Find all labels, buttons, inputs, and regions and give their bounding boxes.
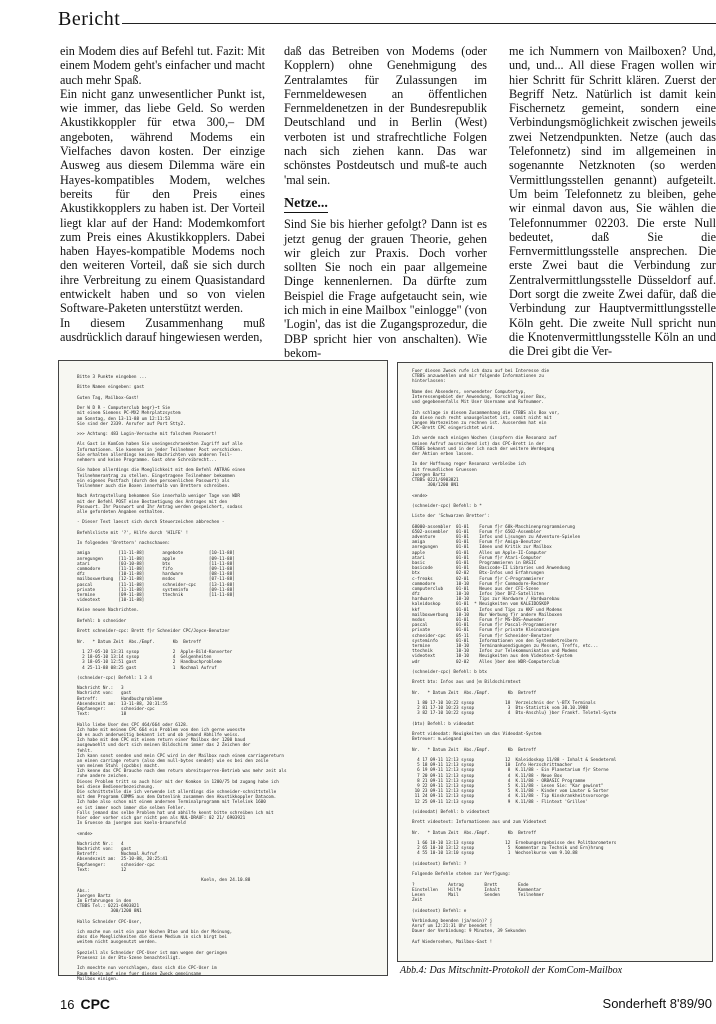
terminal-line: (videodat) Befehl: b videotext xyxy=(412,809,490,815)
terminal-line: videotext [10-11-88] xyxy=(77,598,145,604)
terminal-line: an einen carriage return (also dem null-bytes sendet) wie es bei den zeile xyxy=(77,758,269,764)
terminal-line: 1 66 10-10 13:13 sysop 12 Ernebungsergebnisse des Politbarometers xyxy=(412,841,617,847)
terminal-line: Brett schneider-cpc: Brett f}r Schneider CPC/Joyce-Benutzer xyxy=(77,629,230,635)
terminal-line: Befehlsliste mit '?', Hilfe durch 'HILFE' ! xyxy=(77,530,189,536)
terminal-line: Raum Koeln auf eine fuer diesen Zweck gemeinsame xyxy=(77,971,202,977)
terminal-line: (btx) Befehl: b videodat xyxy=(412,721,475,727)
terminal-line: Nr. * Datum Zeit Abs./Empf. Kb Betreff xyxy=(77,639,202,645)
terminal-line: 2 81 17-10 10:23 sysop 3 Btx-Statistik vom 30.10.1988 xyxy=(412,706,588,712)
terminal-line: Ich habe mit dem CPC mit einem return einer Mailbox der 1200 baud xyxy=(77,738,246,744)
terminal-line: mit freundlichen Gruessen xyxy=(412,467,477,473)
terminal-line: Fuer diesen Zweck rufe ich dazu auf bei Interesse die xyxy=(412,369,550,374)
terminal-line: hinterlassen: xyxy=(412,379,446,385)
terminal-line: 10 23 09-11 12:13 sysop 5 K.11/88 - Kinder vom Lauter & Sorter xyxy=(412,789,609,795)
issue-label: Sonderheft 8'89/90 xyxy=(602,996,712,1011)
terminal-line: Juergen Bartz xyxy=(412,472,446,478)
terminal-line: Auf Wiedersehen, Mailbox-Gast ! xyxy=(412,939,493,945)
terminal-line: commodore 10-10 Forum f}r Commodore-Rechner xyxy=(412,581,550,587)
text-column-2 xyxy=(284,44,487,360)
terminal-line: Nach Antragstellung bekommen Sie innerhalb weniger Tage von WDR xyxy=(77,494,240,500)
terminal-line: termine 10-10 Terminankuendigungen zu Messen, Treffs, etc... xyxy=(412,643,599,649)
terminal-line: CTBBS bekannt und in der ich nach der weitere Werdegang xyxy=(412,446,555,452)
terminal-line: hier oder vorher sich gar nicht pen als NUL-DRAUF: 02 21/ 6903921 xyxy=(77,815,246,821)
terminal-line: Teilnehmer auch die Boxen innerhalb von Brettern schreiben. xyxy=(77,483,230,489)
terminal-line: Sie haben allerdings die Moeglichkeit mit dem Befehl ANTRAG einen xyxy=(77,468,246,474)
terminal-screenshot-left xyxy=(58,360,388,982)
terminal-line: Betreff: Handbuchprobleme xyxy=(77,696,163,702)
terminal-line: Im Erfahrungen in den xyxy=(77,898,132,904)
terminal-line: Befehl: b schneider xyxy=(77,618,127,624)
terminal-line: nehmern und keine Programme. Gast ohne Schreibrecht... xyxy=(77,458,217,463)
terminal-line: 3 82 17-10 10:22 sysop 4 Btx-Anschlu} }ber Frankf. Teletel-Syste xyxy=(412,711,617,717)
terminal-line: Praesenz in der Btx-Szene benachteiligt. xyxy=(77,956,181,961)
terminal-line: (videotext) Befehl: ? xyxy=(412,861,467,867)
terminal-line: In der Hoffnung reger Resonanz verbleibe ich xyxy=(412,462,526,468)
terminal-line: Dieses Problem tritt so auch hier mit der Komkon in 1200/75 bd zugang habe ich xyxy=(77,779,279,785)
terminal-line: Teilnehmerantrag zu stellen. Eingetragene Teilnehmer bekommen xyxy=(77,473,235,479)
terminal-line: 6 19 09-11 12:13 sysop 8 K.11/88 - Ein Planetarium f}r Sterne xyxy=(412,768,609,774)
terminal-line: Passwort. Ihr Passwort und Ihr Antrag werden gespeichert, sodass xyxy=(77,504,243,510)
terminal-line: Brett btx: Infos aus und }m Bildschirmtext xyxy=(412,680,521,686)
terminal-line: Brett videotext: Informationen aus und zum Videotext xyxy=(412,820,547,826)
terminal-line: Juergen Bartz xyxy=(77,893,111,899)
terminal-line: Nachricht von: gast xyxy=(77,691,132,697)
paragraph: daß das Betreiben von Modems (oder Kopplern) ohne Genehmigung des Zentralamtes für Zulassungen im Fernmeldewesen an öffentlichen Fernmeldenetzen in der Bundesrepublik Deutschland und in Berlin (West) verboten ist und strafrechtliche Folgen nach sich ziehen kann. Das war schönstes Postdeutsch und muß-te auch 'mal sein. xyxy=(284,44,487,187)
terminal-line: c-freaks 02-01 Forum f}r C-Programmierer xyxy=(412,576,544,582)
terminal-line: kaleidoskop 01-01 * Neuigkeiten vom KALEIDOSKOP xyxy=(412,602,550,608)
terminal-line: da diese noch recht unausgelastet ist, somit nicht mit xyxy=(412,415,552,421)
paragraph: Ein nicht ganz unwesentlicher Punkt ist, wie immer, das liebe Geld. So werden Akustikkoppler für etwa 300,– DM angeboten, während Modems ein Vielfaches davon kosten. Der einzige Ausweg aus diesem Dilemma wäre ein Hayes-kompatibles Modem, welches bereits für den Preis eines Akustikkopplers zu haben ist. Der Vorteil liegt klar auf der Hand: Modemkomfort zum Preis eines Akustikkopplers. Dabei haben Hayes-kompatible Modems noch den weiteren Vorteil, daß sie sich durch ihre Verbreitung zu einem Quasistandard entwickelt haben und so von vielen Software-Paketen unterstützt werden. xyxy=(60,86,265,316)
terminal-line: ausgewaehlt und dort sich meinen Bildschirm immer das 2 Zeichen der xyxy=(77,743,251,749)
terminal-line: 4 25-11-88 08:25 gast 1 Nochmal Aufruf xyxy=(77,665,217,671)
terminal-line: Speziell als Schneider CPC-User ist man wegen der geringen xyxy=(77,950,228,956)
terminal-line: Text: 12 xyxy=(77,867,127,873)
terminal-line: termine [09-11-88] ttechnik [11-11-88] xyxy=(77,592,235,598)
terminal-line: 300/1200 8N1 xyxy=(77,909,142,915)
terminal-line: Die schnittstelle die ich verwende ist allerdings die schneider-schnittstelle xyxy=(77,790,277,795)
terminal-line: videotext 10-10 Neuigkeiten aus dem Videotext-System xyxy=(412,654,573,660)
terminal-line: Name des Absenders, verwendeter Computertyp, xyxy=(412,389,526,395)
terminal-line: In folgenden 'Brettern' nachschauen: xyxy=(77,541,171,546)
terminal-line: CTBBS 0221/6903821 xyxy=(412,477,459,483)
terminal-line: msdos 01-01 Forum f}r MS-DOS-Anwender xyxy=(412,618,544,623)
terminal-line: Absendezeit am: 25-10-88, 20:25:41 xyxy=(77,857,168,863)
terminal-line: btx 02-02 Btx-Infos und Erfahrungen xyxy=(412,571,544,577)
terminal-line: 1 27-05-10 13:31 sysop 2 Apple-Bild-Konverter xyxy=(77,649,233,655)
terminal-line: Bitte 3 Punkte eingeben ... xyxy=(77,375,147,380)
header-rule xyxy=(122,23,716,24)
terminal-line: bei diese Bedienerbezeichnung. xyxy=(77,784,155,790)
terminal-line: 68000-assembler 01-01 Forum f}r 68k-Maschinenprogrammierung xyxy=(412,524,575,530)
terminal-line: pascal 01-01 Forum f}r Pascal-Programmierer xyxy=(412,623,557,629)
terminal-line: Ich schlage in diesem Zusammenhang die CTBBS als Box vor, xyxy=(412,410,560,416)
terminal-line: Hallo Schneider CPC-User, xyxy=(77,919,142,925)
terminal-line: Dauer der Verbindung: 9 Minuten, 39 Sekunden xyxy=(412,929,526,935)
terminal-line: Nr. * Datum Zeit Abs./Empf. Kb Betreff xyxy=(412,830,537,836)
terminal-line: Informationen. Sie koennen in jeder Teilnehmer Post verschicken. xyxy=(77,447,243,453)
terminal-line: commodore [11-11-88] fifo [09-11-88] xyxy=(77,566,235,572)
terminal-line: 8 21 09-11 12:13 sysop 4 K.11/88 - ORBASIC Programme xyxy=(412,778,586,784)
terminal-line: 3 18-05-10 12:51 gast 2 Handbuchprobleme xyxy=(77,660,222,666)
terminal-line: Ich kenne das CPC Brauche nach dem return obreitsperren-Betrieb was mehr zeit als xyxy=(77,769,287,775)
terminal-line: CTBBS anzuwaehlen und mir folgende Informationen zu xyxy=(412,374,544,380)
terminal-line: 9 22 09-11 12:13 sysop 5 K.11/88 - Lesen Sie: "Kar gewinnt" xyxy=(412,784,604,789)
terminal-line: Zeit xyxy=(412,898,423,904)
terminal-line: Empfaenger: schneider-cpc xyxy=(77,707,155,712)
page-number: 16 xyxy=(60,997,75,1012)
terminal-line: Ich habe mit meinem CPC 664 ein Problem von den ich gerne wuesste xyxy=(77,727,246,733)
terminal-line: meinen Aufruf ausreichend ist) das CPC-Brett in der xyxy=(412,441,544,447)
terminal-line: systeminfo 01-01 Informationen von den Systembetreibern xyxy=(412,638,578,644)
terminal-line: mit dem Programm COMMS aus dem Datenlink zusammen den Akustikkoppler Datacom. xyxy=(77,795,277,801)
terminal-line: ttechnik 10-10 Infos zur Telekommunikation und Modems xyxy=(412,649,578,655)
terminal-line: Bitte Namen eingeben: gast xyxy=(77,385,145,391)
terminal-line: ruhe andere zeichen. xyxy=(77,774,129,780)
paragraph: Sind Sie bis hierher gefolgt? Dann ist es jetzt genug der grauen Theorie, gehen wir gleich zur Praxis. Doch vorher sollten Sie noch ein paar allgemeine Dinge kennenlernen. Da dürfte zum Beispiel die Frage aufgetaucht sein, wie ich mich in eine Mailbox "einlogge" (von 'Login', das ist die Zugangsprozedur, die DBP spricht hier von anschalten). Wie bekom- xyxy=(284,217,487,360)
page-header xyxy=(58,8,716,32)
terminal-line: basicode 01-01 Basicode-II Libraries und Anwendung xyxy=(412,566,570,572)
terminal-line: Nachricht Nr.: 3 xyxy=(77,686,124,692)
terminal-line: <ende> xyxy=(77,831,93,837)
terminal-line: amiga [11-11-88] angebote [10-11-88] xyxy=(77,551,235,557)
paragraph: me ich Nummern von Mailboxen? Und, und, und... All diese Fragen wollen wir hier Schritt für Schritt klären. Zuerst der Begriff Netz. Natürlich ist damit kein Fischernetz gemeint, sondern eine Verbindungsmöglichkeit zwischen jeweils zwei Netzendpunkten. Netze (auch das Telefonnetz) sind im allgemeinen in sogenannte Netzknoten (so werden Vermittlungsstellen genannt) aufgeteilt. Um beim Telefonnetz zu bleiben, gehe wir einmal davon aus, Sie wählen die Telefonnummer 02203. Die erste Null bedeutet, daß Sie die Fernvermittlungsstelle ansprechen. Die erste Zwei baut die Verbindung zur Zentralvermittlungsstelle Düsseldorf auf. Dort sorgt die zweite Zwei dafür, daß die Verbindung zur Hauptvermittlungsstelle Köln geht. Die zweite Null spricht nun die Knotenvermittlungsstelle Köln an und die Drei gibt die Ver- xyxy=(509,44,716,359)
terminal-line: 5 18 09-11 12:13 sysop 10 Info Herzschrittmacher xyxy=(412,763,573,769)
terminal-line: Nr. * Datum Zeit Abs./Empf. Kb Betreff xyxy=(412,747,537,753)
terminal-line: Ich werde nach einigen Wochen (inspfern die Resonanz auf xyxy=(412,436,557,442)
terminal-line: weitem nicht ausgenutzt werden. xyxy=(77,940,158,946)
terminal-line: Nr. * Datum Zeit Abs./Empf. Kb Betreff xyxy=(412,690,537,696)
terminal-line: wdr 02-02 Alles }ber den WDR-Computerclub xyxy=(412,659,560,665)
terminal-line: Text: 18 xyxy=(77,712,127,718)
terminal-line: Sie erhalten allerdings keinen Nachrichten von anderen Teil- xyxy=(77,452,233,458)
terminal-line: ob es auch anderweitig bekannt ist und ob jemand Abhilfe weiss. xyxy=(77,732,240,738)
terminal-line: Liste der 'Schwarzen Bretter': xyxy=(412,514,490,520)
terminal-line: 7 20 09-11 12:13 sysop 4 K.11/88 - Neue Box xyxy=(412,773,563,779)
terminal-line: Verbindung beenden (ja/nein)? j xyxy=(412,918,493,924)
terminal-line: mailboxwerbung 10-10 Nur Werbung f}r andere Mailboxen xyxy=(412,612,563,618)
terminal-line: von meinem Stuhl (cpcbbs) macht. xyxy=(77,764,160,770)
terminal-line: amiga 01-01 Forum f}r Amiga-Benutzer xyxy=(412,540,542,546)
magazine-logo: CPC xyxy=(80,996,111,1012)
terminal-line: 6502-assembler 01-01 Forum f}r 6502-Assembler xyxy=(412,529,542,535)
terminal-line: Hallo liebe User des CPC 464/664 oder 6128. xyxy=(77,722,189,728)
terminal-line: Empfaenger: schneider-cpc xyxy=(77,862,155,868)
terminal-line: und gegebenenfalls Mit User Username und Rufnummer. xyxy=(412,400,544,406)
terminal-line: 11 24 09-11 12:13 sysop 4 K.11/88 - Tip Kinskrankheitsvorsorge xyxy=(412,794,609,800)
terminal-line: Guten Tag, Mailbox-Gast! xyxy=(77,395,140,401)
terminal-line: 2 18-05-10 13:14 sysop 4 Gelgenheiten xyxy=(77,655,212,661)
terminal-line: mit einem Siemens PC-MX2 Mehrplatzsystem xyxy=(77,411,181,417)
terminal-line: (schneider-cpc) Befehl: 1 3 4 xyxy=(77,675,153,681)
terminal-line: Anruf um 12:21:31 Uhr beendet ! xyxy=(412,924,493,930)
text-column-3 xyxy=(509,44,716,359)
terminal-line: Sie sind der 2339. Anrufer auf Port Stty2. xyxy=(77,421,186,427)
terminal-line: Koeln, den 24.10.88 xyxy=(77,878,251,884)
terminal-line: alle gefordeten Angaben enthalten. xyxy=(77,509,165,515)
terminal-line: >>> Achtung: 483 Login-Versuche mit falschem Passwort! xyxy=(77,432,217,438)
terminal-line: atari [03-10-88] btx [11-11-88] xyxy=(77,561,235,567)
terminal-line: Ich habe also schon mit einem andernen Terminalprogramm mit Telelink 1600 xyxy=(77,800,266,806)
terminal-line: private 01-01 Forum f}r private Kleinanzeigen xyxy=(412,628,560,634)
terminal-line: private [11-11-88] systeminfo [09-11-88] xyxy=(77,587,235,593)
terminal-line: pascal [11-11-88] schneider-cpc [13-11-88] xyxy=(77,582,235,588)
terminal-line: 1 80 17-10 10:22 sysop 18 Verzeichnis der \-BTX Terminals xyxy=(412,701,596,706)
terminal-line: es ist immer noch immer die selben Fehler. xyxy=(77,805,186,811)
terminal-line: adventure 01-01 Infos und L|sungen zu Adventure-Spielen xyxy=(412,535,581,540)
terminal-line: ein eigenes Postfach (durch den persoenlichen Passwort) als xyxy=(77,478,230,484)
terminal-line: ich mache nun seit ein paar Wochen Btue und bin der Meinung, xyxy=(77,930,233,936)
terminal-line: In Gruesse da juergen aus koeln-braunsfeld xyxy=(77,821,186,827)
terminal-line: hardware 10-10 Tips zur Hardware / Hardwarebau xyxy=(412,597,560,603)
terminal-line: anregungen 01-01 Ideen und Kritik zur Mailbox xyxy=(412,545,552,551)
terminal-line: (schneider-cpc) Befehl: b btx xyxy=(412,669,488,675)
terminal-line: CPC-Brett CPC eingerichtet wird. xyxy=(412,426,495,432)
terminal-line: der Aktion erben lassen. xyxy=(412,452,475,457)
terminal-line: kkf 01-01 Infos und Tips zu KKF und Modems xyxy=(412,607,563,613)
terminal-line: apple 01-01 Alles um Apple-II-Computer xyxy=(412,550,547,556)
terminal-line: Nachricht von: gast xyxy=(77,847,132,853)
terminal-line: Einstellen Hilfe Inhalt Kommentar xyxy=(412,887,542,893)
terminal-line: mit der Befehl POST eine Bestaetigung des Antrages mit den xyxy=(77,499,228,505)
terminal-line: Absendezeit am: 13-11-88, 20:31:55 xyxy=(77,701,168,707)
terminal-line: mailboxwerbung [12-11-88] msdos [07-11-88] xyxy=(77,577,235,583)
terminal-line: Nachricht Nr.: 4 xyxy=(77,841,124,847)
figure-caption: Abb.4: Das Mitschnitt-Protokoll der KomCom-Mailbox xyxy=(400,965,623,976)
terminal-line: (videotext) Befehl: e xyxy=(412,908,467,914)
paragraph: ein Modem dies auf Befehl tut. Fazit: Mit einem Modem geht's einfacher und macht auch mehr Spaß. xyxy=(60,44,265,87)
terminal-line: Der W D R - Computerclub begr}~t Sie xyxy=(77,406,171,412)
terminal-line: - Dieser Text laesst sich durch Steuerzeichen abbrechen - xyxy=(77,520,225,526)
terminal-line: Interessengebiet der Anwendung, Vorschlag einer Box, xyxy=(412,394,547,400)
terminal-screenshot-right xyxy=(397,362,713,962)
terminal-line: anregungen [11-11-88] apple [09-11-88] xyxy=(77,556,235,562)
section-title: Bericht xyxy=(58,8,121,30)
terminal-line: 4 55 10-10 13:10 sysop 1 Wechselkurse vom 9.10.88 xyxy=(412,851,578,857)
terminal-line: (schneider-cpc) Befehl: b * xyxy=(412,503,482,509)
terminal-line: Abs.: xyxy=(77,888,90,894)
terminal-line: langen Wartezeiten zu rechnen ist. Ausserdem hat ein xyxy=(412,420,547,426)
terminal-line: ? Antrag Brett Ende xyxy=(412,882,529,888)
terminal-line: fehlt. xyxy=(77,748,93,754)
terminal-line: Mailbox einigen. xyxy=(77,976,119,982)
terminal-line: Betreuer: m.wiegand xyxy=(412,737,462,743)
terminal-line: dfz [10-11-88] hardware [08-11-88] xyxy=(77,572,235,578)
terminal-line: Falls jemand das selbe Problem hat und abhilfe kennt bitte schreiben ich mit xyxy=(77,810,274,816)
subheading: Netze... xyxy=(284,197,328,213)
terminal-line: <ende> xyxy=(412,493,428,499)
terminal-line: Ich moechte nun vorschlagen, dass sich die CPC-User im xyxy=(77,966,217,972)
terminal-line: 2 65 10-10 13:12 sysop 5 Kommentar zu Technik und Ern}hrung xyxy=(412,846,604,852)
terminal-line: Folgende Befehle stehen zur Verf}gung: xyxy=(412,872,511,878)
terminal-line: 300/1200 8N1 xyxy=(412,483,459,489)
terminal-line: dfz 10-10 Infos }ber DFZ-Satelliten xyxy=(412,592,544,598)
terminal-line: 12 25 09-11 12:13 sysop 9 K.11/88 - Flintext 'Grillen' xyxy=(412,799,588,805)
terminal-line: Als Gast in KomCom haben Sie uneingeschraenkten Zugriff auf alle xyxy=(77,442,243,448)
terminal-line: Betreff: Nochmal Aufruf xyxy=(77,852,158,858)
terminal-line: atari 01-01 Forum f}r Atari-Computer xyxy=(412,555,542,561)
footer-left xyxy=(60,996,110,1012)
terminal-line: Ich kann sonst senden und mein CPC wird in der Mailbox nach einem carriagereturn xyxy=(77,753,284,759)
terminal-line: dass die Moeglichkeiten die diese Medium in sich birgt bei xyxy=(77,935,228,941)
terminal-line: schneider-cpc 05-11 Forum f}r Schneider-Benutzer xyxy=(412,633,552,639)
text-column-1 xyxy=(60,44,265,344)
paragraph: In diesem Zusammenhang muß ausdrücklich darauf hingewiesen werden, xyxy=(60,315,265,344)
terminal-line: am Sonntag, den 13-11-88 um 12:11:53 xyxy=(77,416,171,422)
terminal-line: Keine neuen Nachrichten. xyxy=(77,608,140,614)
terminal-line: Lesen Mail Senden Teilnehmer xyxy=(412,892,544,898)
terminal-line: computerclub 01-01 Neues aus der CFI-Szene xyxy=(412,586,539,592)
terminal-line: Brett videodat: Neuigkeiten um das Videodat-System xyxy=(412,732,542,738)
terminal-line: basic 01-01 Programmieren in BASIC xyxy=(412,560,537,566)
terminal-line: 4 17 09-11 12:13 sysop 12 Kaleidoskop 11/88 - Inhalt & Sendeterml xyxy=(412,758,617,764)
terminal-line: CTBBS Tel.: 0221-6903821 xyxy=(77,904,140,910)
